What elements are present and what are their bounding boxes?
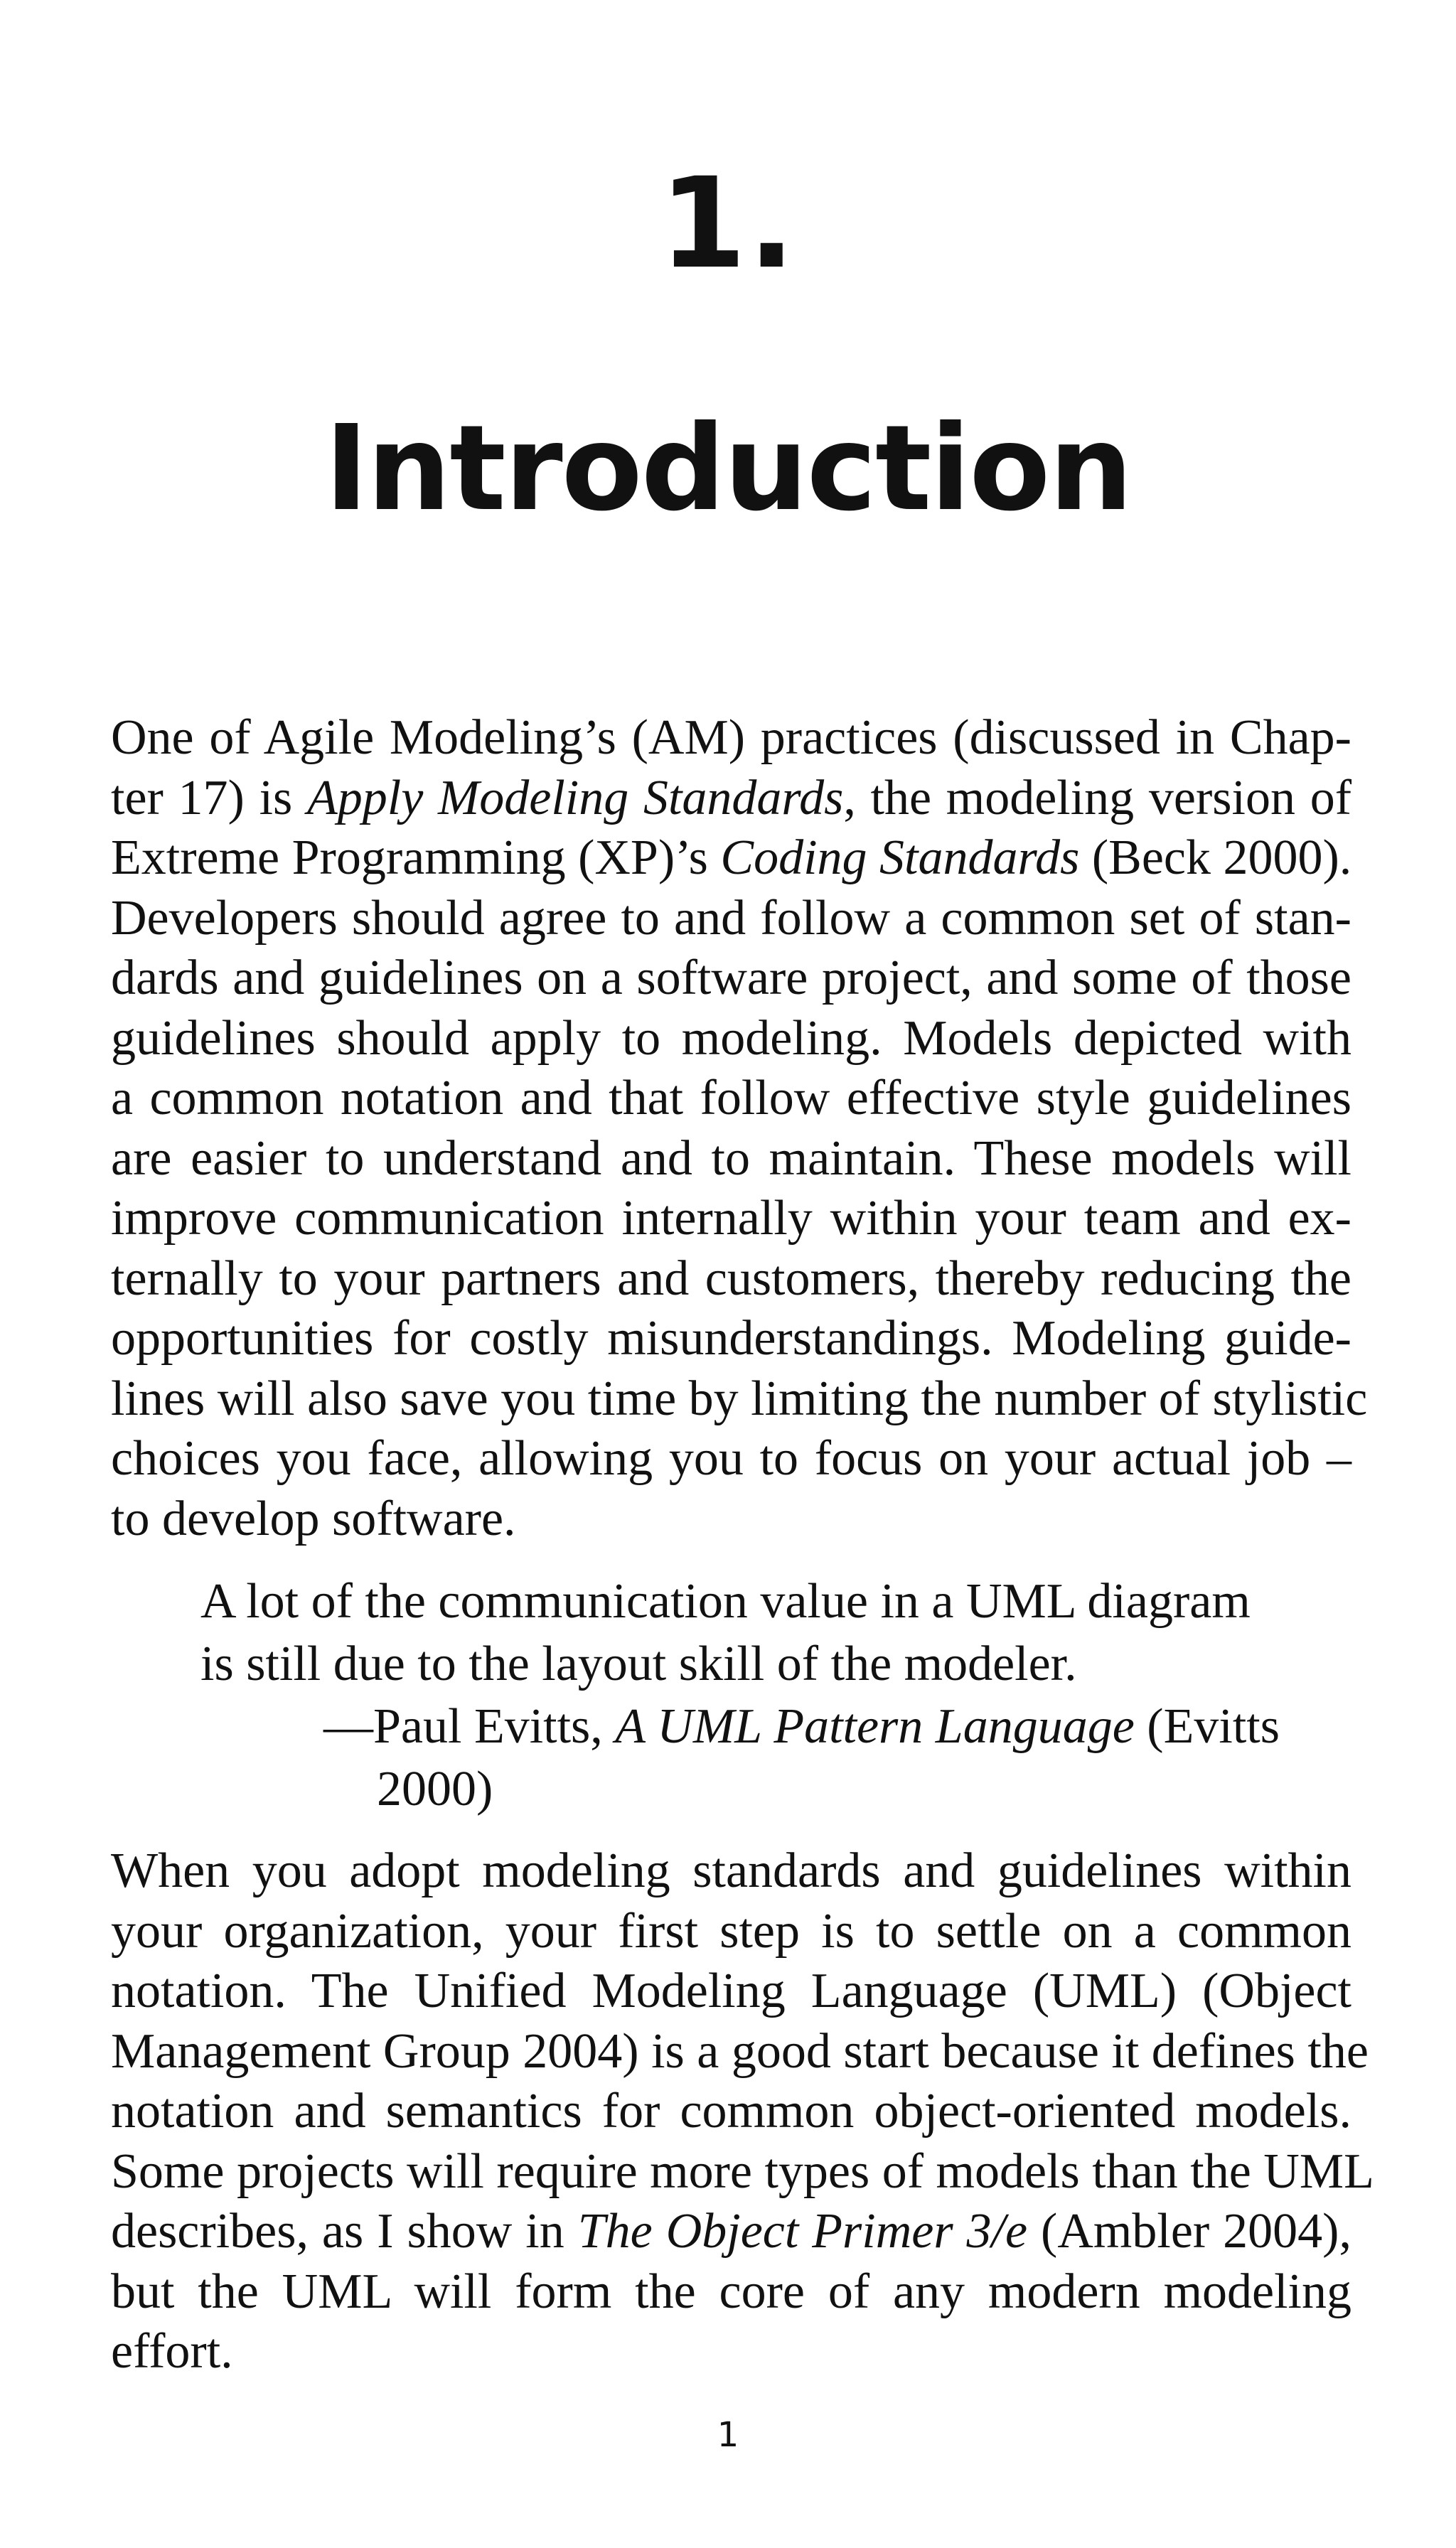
text-line: notation. The Unified Modeling Language (UML) (Object (111, 1964, 1351, 2018)
text-line: lines will also save you time by limiting the number of stylistic (111, 1371, 1368, 1426)
text-line: guidelines should apply to modeling. Models depicted with (111, 1010, 1351, 1066)
italic-title: Coding Standards (720, 830, 1080, 885)
text-line: When you adopt modeling standards and guidelines within (111, 1843, 1351, 1898)
text-line: a common notation and that follow effective style guidelines (111, 1071, 1351, 1125)
quote-attribution (323, 1696, 1280, 1821)
text-line: describes, as I show in The Object Primer 3/e (Ambler 2004), (111, 2204, 1351, 2259)
text-line: ter 17) is Apply Modeling Standards, the modeling version of (111, 770, 1351, 825)
text-line: improve communication internally within your team and ex- (111, 1191, 1351, 1246)
text-line: Extreme Programming (XP)’s Coding Standards (Beck 2000). (111, 830, 1352, 885)
text-line: notation and semantics for common object-oriented models. (111, 2084, 1351, 2138)
text-line: to develop software. (111, 1491, 516, 1546)
text-line: effort. (111, 2324, 233, 2379)
text-line: Management Group 2004) is a good start because it defines the (111, 2023, 1369, 2079)
text-line: but the UML will form the core of any modern modeling (111, 2264, 1351, 2319)
page-number: 1 (717, 2415, 739, 2455)
quote-line: is still due to the layout skill of the modeler. (200, 1637, 1077, 1691)
text-line: One of Agile Modeling’s (AM) practices (discussed in Chap- (111, 710, 1351, 765)
text-line: Some projects will require more types of models than the UML (111, 2143, 1374, 2199)
text-line: dards and guidelines on a software project, and some of those (111, 951, 1351, 1005)
body-paragraph-1 (111, 708, 1368, 1549)
attribution-line (323, 1696, 1280, 1758)
italic-title: The Object Primer 3/e (577, 2204, 1028, 2259)
attribution-author: —Paul Evitts, (323, 1699, 616, 1754)
quote-line: A lot of the communication value in a UML diagram (200, 1574, 1251, 1629)
attribution-source: A UML Pattern Language (615, 1699, 1135, 1754)
text-line: your organization, your first step is to settle on a common (111, 1903, 1351, 1959)
text-line: are easier to understand and to maintain. These models will (111, 1130, 1351, 1186)
text-line: ternally to your partners and customers, thereby reducing the (111, 1251, 1351, 1306)
text-line: opportunities for costly misunderstandings. Modeling guide- (111, 1311, 1351, 1366)
italic-title: Apply Modeling Standards (306, 770, 844, 825)
attribution-year: 2000) (377, 1762, 493, 1816)
attribution-citation: (Evitts (1134, 1699, 1280, 1754)
text-line: Developers should agree to and follow a common set of stan- (111, 890, 1351, 946)
body-paragraph-2 (111, 1841, 1374, 2382)
chapter-title: Introduction (324, 400, 1132, 537)
chapter-number: 1. (659, 151, 797, 296)
epigraph-quote (200, 1570, 1267, 1696)
text-line: choices you face, allowing you to focus on your actual job – (111, 1431, 1351, 1486)
